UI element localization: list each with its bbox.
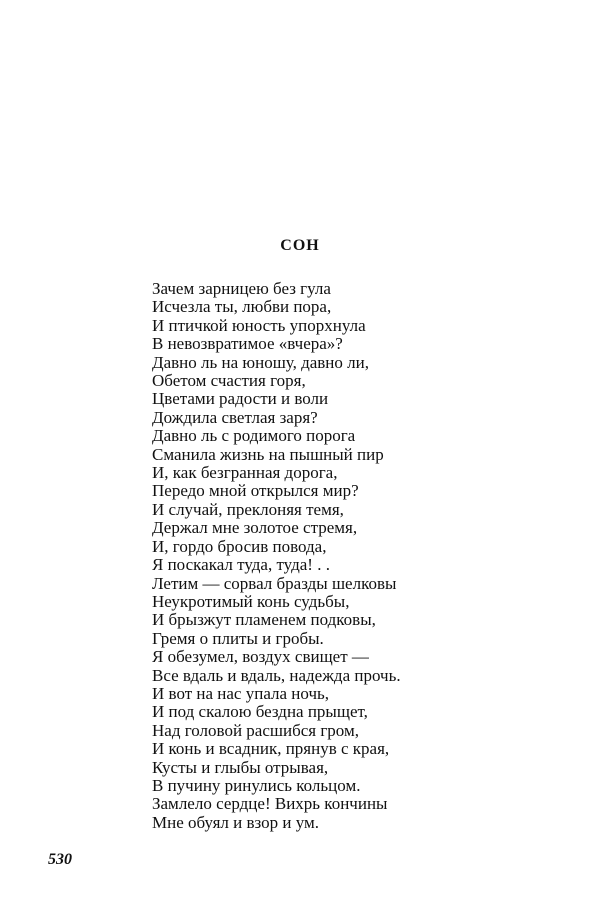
poem-line: И, как безгранная дорога, <box>152 463 338 483</box>
poem-line: Мне обуял и взор и ум. <box>152 812 320 832</box>
poem-line: Гремя о плиты и гробы. <box>152 628 324 648</box>
poem-line: Цветами радости и воли <box>152 389 329 409</box>
poem-line: И под скалою бездна прыщет, <box>152 702 368 722</box>
poem-line: Я поскакал туда, туда! . . <box>152 555 330 575</box>
poem-line: И, гордо бросив повода, <box>152 536 327 556</box>
poem-line: Обетом счастия горя, <box>152 371 306 391</box>
poem-line: Зачем зарницею без гула <box>152 279 331 298</box>
poem-line: Давно ль на юношу, давно ли, <box>152 352 369 372</box>
poem-line: И брызжут пламенем подковы, <box>152 610 376 630</box>
page-number: 530 <box>48 851 72 868</box>
poem-line: Замлело сердце! Вихрь кончины <box>152 794 388 814</box>
poem-line: Держал мне золотое стремя, <box>152 518 358 538</box>
poem-line: Я обезумел, воздух свищет — <box>152 647 369 667</box>
poem-line: Дождила светлая заря? <box>152 407 318 427</box>
poem-line: Исчезла ты, любви пора, <box>152 297 332 317</box>
poem-line: И птичкой юность упорхнула <box>152 315 366 335</box>
poem-line: Кусты и глыбы отрывая, <box>152 757 329 777</box>
poem-line: Передо мной открылся мир? <box>152 481 359 501</box>
poem-line: И случай, преклоняя темя, <box>152 499 344 519</box>
poem-line: Летим — сорвал бразды шелковы <box>152 573 397 593</box>
poem-body <box>152 280 401 832</box>
poem-line: Сманила жизнь на пышный пир <box>152 444 384 464</box>
poem-line: Давно ль с родимого порога <box>152 426 356 446</box>
poem-line: В невозвратимое «вчера»? <box>152 334 343 354</box>
poem-line: Над головой расшибся гром, <box>152 720 359 740</box>
poem-title: СОН <box>280 237 320 254</box>
poem-line: И конь и всадник, прянув с края, <box>152 739 390 759</box>
poem-line: Неукротимый конь судьбы, <box>152 591 350 611</box>
poem-line: В пучину ринулись кольцом. <box>152 775 361 795</box>
poem-line: И вот на нас упала ночь, <box>152 683 330 703</box>
poem-line: Все вдаль и вдаль, надежда прочь. <box>152 665 401 685</box>
